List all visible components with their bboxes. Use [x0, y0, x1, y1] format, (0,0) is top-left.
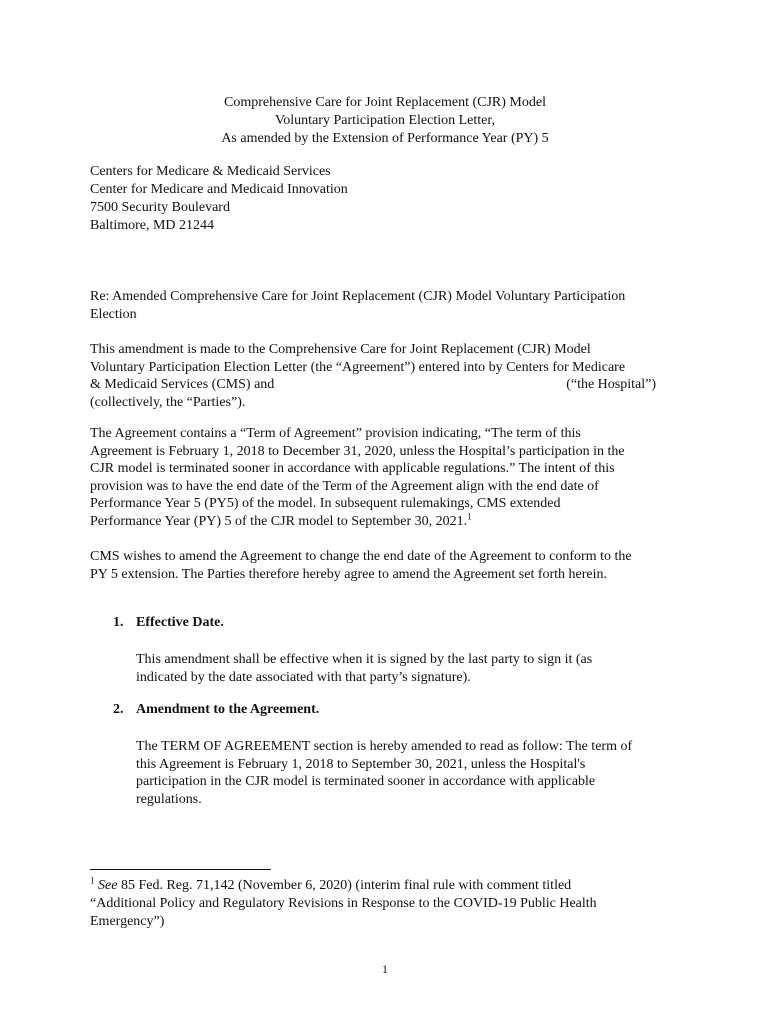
- paragraph-intro-line-4: (collectively, the “Parties”).: [90, 394, 246, 410]
- title-line-3: As amended by the Extension of Performance Year (PY) 5: [221, 131, 549, 146]
- address-line-3: 7500 Security Boulevard: [90, 200, 230, 215]
- section-2-line-4: regulations.: [136, 791, 202, 807]
- paragraph-intro: [90, 341, 680, 411]
- recipient-address: [90, 163, 680, 235]
- section-2-line-3: participation in the CJR model is terminated sooner in accordance with applicable: [136, 774, 596, 789]
- paragraph-intro-line-2: Voluntary Participation Election Letter (the “Agreement”) entered into by Centers for Medicare: [90, 359, 626, 375]
- paragraph-amend-line-2: PY 5 extension. The Parties therefore hereby agree to amend the Agreement set forth herein.: [90, 566, 608, 582]
- cms-party-text: & Medicaid Services (CMS) and: [90, 377, 275, 392]
- footnote-line-1: [90, 877, 680, 895]
- footnote-line-3: Emergency”): [90, 914, 165, 929]
- paragraph-term-line-1: The Agreement contains a “Term of Agreement” provision indicating, “The term of this: [90, 426, 581, 441]
- footnote-line-2: “Additional Policy and Regulatory Revisions in Response to the COVID-19 Public Health: [90, 896, 597, 911]
- section-1-body: [136, 651, 696, 686]
- footnote: [90, 877, 680, 931]
- paragraph-amend-line-1: CMS wishes to amend the Agreement to change the end date of the Agreement to conform to the: [90, 549, 632, 564]
- address-line-2: Center for Medicare and Medicaid Innovation: [90, 182, 348, 197]
- hospital-party-text: (“the Hospital”): [566, 377, 656, 392]
- section-1-number: 1.: [113, 615, 124, 630]
- title-line-1: Comprehensive Care for Joint Replacement (CJR) Model: [224, 95, 546, 110]
- footnote-citation: 85 Fed. Reg. 71,142 (November 6, 2020) (interim final rule with comment titled: [117, 878, 572, 893]
- paragraph-term-line-5: Performance Year 5 (PY5) of the model. In subsequent rulemakings, CMS extended: [90, 496, 561, 511]
- paragraph-term-line-2: Agreement is February 1, 2018 to December 31, 2020, unless the Hospital’s participation in the: [90, 443, 625, 459]
- footnote-marker: 1: [90, 875, 95, 886]
- section-1-heading: [113, 614, 224, 632]
- subject-line-1: Re: Amended Comprehensive Care for Joint Replacement (CJR) Model Voluntary Participation: [90, 289, 626, 304]
- section-1-line-1: This amendment shall be effective when it is signed by the last party to sign it (as: [136, 652, 593, 667]
- address-line-4: Baltimore, MD 21244: [90, 218, 215, 233]
- paragraph-intro-line-3: [90, 376, 656, 394]
- document-title: [0, 94, 770, 148]
- footnote-reference[interactable]: 1: [467, 510, 472, 521]
- paragraph-term: [90, 425, 680, 530]
- section-2-line-1: The TERM OF AGREEMENT section is hereby amended to read as follow: The term of: [136, 739, 633, 754]
- address-line-1: Centers for Medicare & Medicaid Services: [90, 164, 331, 179]
- section-2-heading: [113, 701, 319, 719]
- footnote-see: See: [98, 878, 118, 893]
- paragraph-term-line-4: provision was to have the end date of the Term of the Agreement align with the end date of: [90, 478, 599, 494]
- paragraph-term-line-6-text: Performance Year (PY) 5 of the CJR model to September 30, 2021.: [90, 513, 468, 529]
- section-1-line-2: indicated by the date associated with that party’s signature).: [136, 669, 471, 685]
- paragraph-amend: [90, 548, 680, 583]
- section-2-body: [136, 738, 696, 808]
- subject-line-2: Election: [90, 306, 137, 322]
- section-2-line-2: this Agreement is February 1, 2018 to September 30, 2021, unless the Hospital's: [136, 756, 586, 772]
- paragraph-intro-line-1: This amendment is made to the Comprehensive Care for Joint Replacement (CJR) Model: [90, 342, 591, 357]
- title-line-2: Voluntary Participation Election Letter,: [274, 113, 495, 128]
- section-2-title: Amendment to the Agreement.: [136, 702, 320, 717]
- section-2-number: 2.: [113, 702, 124, 717]
- section-1-title: Effective Date.: [136, 615, 224, 630]
- page-number: 1: [382, 962, 388, 976]
- paragraph-term-line-3: CJR model is terminated sooner in accordance with applicable regulations.” The intent of this: [90, 461, 615, 476]
- paragraph-term-line-6: [90, 510, 680, 531]
- subject-line: [90, 288, 680, 323]
- footnote-divider: [90, 869, 271, 870]
